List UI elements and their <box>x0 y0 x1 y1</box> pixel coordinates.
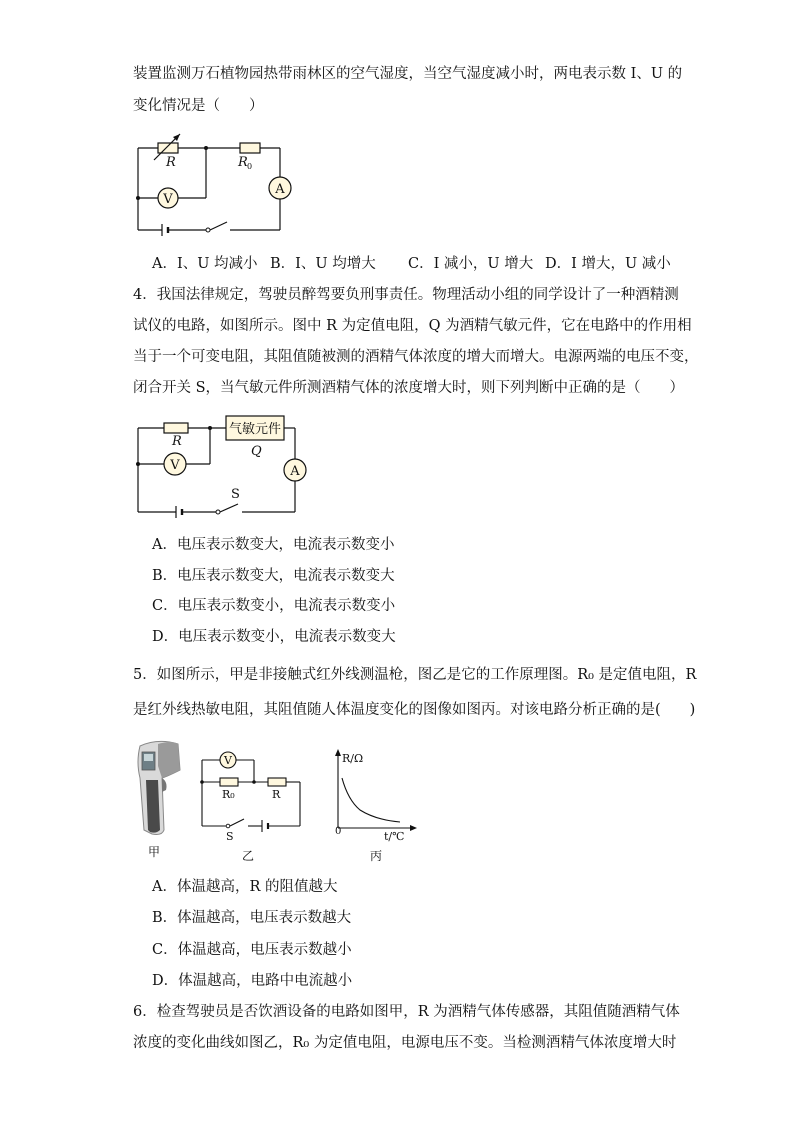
q6-stem-line-1: 6．检查驾驶员是否饮酒设备的电路如图甲，R 为酒精气体传感器，其阻值随酒精气体 <box>133 1004 680 1020</box>
q3-circuit-diagram <box>130 128 290 244</box>
q5-option-b[interactable]: B．体温越高，电压表示数越大 <box>152 910 352 926</box>
q5-stem-line-2: 是红外线热敏电阻，其阻值随人体温度变化的图像如图丙。对该电路分析正确的是( ) <box>133 702 696 718</box>
figure-yi-label: 乙 <box>242 849 255 863</box>
q4-stem-line-4: 闭合开关 S，当气敏元件所测酒精气体的浓度增大时，则下列判断中正确的是（ ） <box>133 380 685 396</box>
resistor-r-label: R <box>272 788 281 801</box>
resistor-r0-label: R₀ <box>222 788 235 801</box>
q4-circuit-diagram <box>130 412 310 524</box>
switch-s-label: S <box>226 830 234 843</box>
ammeter-label: A <box>275 182 285 197</box>
q3-stem-line-1: 装置监测万石植物园热带雨林区的空气湿度，当空气湿度减小时，两电表示数 I、U 的 <box>133 66 683 82</box>
q6-stem-line-2: 浓度的变化曲线如图乙，R₀ 为定值电阻，电源电压不变。当检测酒精气体浓度增大时 <box>133 1035 677 1051</box>
q5-stem-line-1: 5．如图所示，甲是非接触式红外线测温枪，图乙是它的工作原理图。R₀ 是定值电阻，R <box>133 667 697 683</box>
sensor-label: 气敏元件 <box>228 422 282 437</box>
q3-option-b[interactable]: B．I、U 均增大 <box>270 256 376 272</box>
resistance-temperature-graph <box>328 748 428 864</box>
ammeter-label: A <box>290 464 300 479</box>
q4-stem-line-1: 4．我国法律规定，驾驶员醉驾要负刑事责任。物理活动小组的同学设计了一种酒精测 <box>133 287 679 303</box>
resistor-r0-label: R <box>238 155 248 170</box>
q3-option-d[interactable]: D．I 增大，U 减小 <box>545 256 671 272</box>
voltmeter-label: V <box>170 458 180 473</box>
q3-option-a[interactable]: A．I、U 均减小 <box>152 256 258 272</box>
sensor-q-label: Q <box>251 444 262 459</box>
q4-option-c[interactable]: C．电压表示数变小，电流表示数变小 <box>152 598 396 614</box>
q4-stem-line-2: 试仪的电路，如图所示。图中 R 为定值电阻，Q 为酒精气敏元件，它在电路中的作用相 <box>133 318 692 334</box>
infrared-thermometer-image <box>128 738 188 858</box>
switch-s-label: S <box>231 487 240 502</box>
voltmeter-label: V <box>224 754 232 767</box>
q5-circuit-diagram <box>198 748 308 864</box>
q3-option-c[interactable]: C．I 减小，U 增大 <box>408 256 534 272</box>
q4-stem-line-3: 当于一个可变电阻，其阻值随被测的酒精气体浓度的增大而增大。电源两端的电压不变， <box>133 349 699 365</box>
resistor-r-label: R <box>166 155 176 170</box>
q3-stem-line-2: 变化情况是（ ） <box>133 98 264 114</box>
voltmeter-label: V <box>163 192 173 207</box>
resistor-r-label: R <box>172 434 182 449</box>
q4-option-d[interactable]: D．电压表示数变小，电流表示数变大 <box>152 629 396 645</box>
resistor-r0-subscript: 0 <box>247 162 253 171</box>
figure-bing-label: 丙 <box>370 849 383 863</box>
q4-option-a[interactable]: A．电压表示数变大，电流表示数变小 <box>152 537 395 553</box>
origin-label: 0 <box>335 826 342 837</box>
q5-option-a[interactable]: A．体温越高，R 的阻值越大 <box>152 879 338 895</box>
x-axis-label: t/℃ <box>384 830 405 843</box>
figure-jia-label: 甲 <box>148 845 161 859</box>
q4-option-b[interactable]: B．电压表示数变大，电流表示数变大 <box>152 568 395 584</box>
q5-option-c[interactable]: C．体温越高，电压表示数越小 <box>152 942 352 958</box>
y-axis-label: R/Ω <box>342 752 364 765</box>
q5-option-d[interactable]: D．体温越高，电路中电流越小 <box>152 973 353 989</box>
